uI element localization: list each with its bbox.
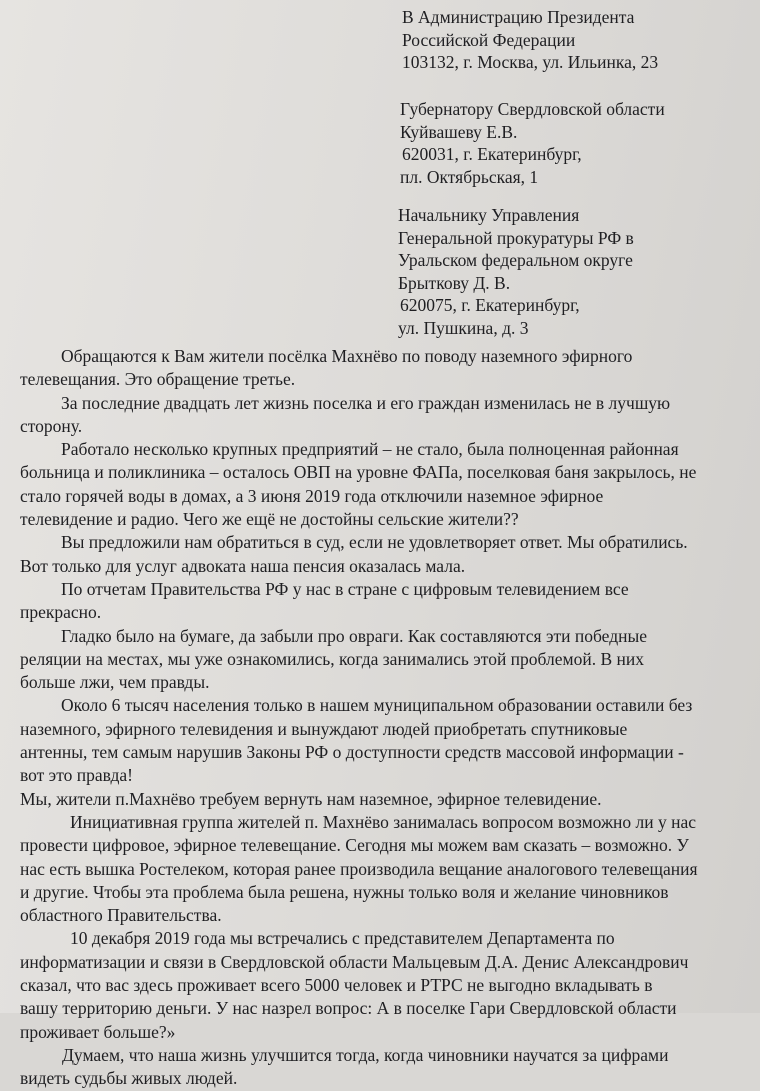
body-line: реляции на местах, мы уже ознакомились, когда занимались этой проблемой. В них xyxy=(20,648,644,669)
body-line: прекрасно. xyxy=(20,602,102,623)
body-line: телевидение и радио. Чего же ещё не достойны сельские жители?? xyxy=(20,509,519,530)
addressee-line: Российской Федерации xyxy=(402,29,576,50)
letter-body xyxy=(20,345,710,1091)
body-line: больше лжи, чем правды. xyxy=(20,672,210,693)
body-line: сторону. xyxy=(20,415,83,436)
addressee-governor xyxy=(400,98,665,188)
body-line: нас есть вышка Ростелеком, которая ранее производила вещание аналогового телевещания xyxy=(20,858,698,879)
body-line: вашу территорию деньги. У нас назрел вопрос: А в поселке Гари Свердловской области xyxy=(20,998,677,1019)
body-line: Вот только для услуг адвоката наша пенсия оказалась мала. xyxy=(20,555,466,576)
body-line: областного Правительства. xyxy=(20,905,222,926)
addressee-line: ул. Пушкина, д. 3 xyxy=(398,317,529,338)
addressee-line: Губернатору Свердловской области xyxy=(400,99,665,119)
addressee-presidential-administration xyxy=(402,6,658,74)
body-line: Вы предложили нам обратиться в суд, если не удовлетворяет ответ. Мы обратились. xyxy=(61,532,688,553)
body-line: проживает больше?» xyxy=(20,1021,176,1042)
body-line: Мы, жители п.Махнёво требуем вернуть нам наземное, эфирное телевидение. xyxy=(20,788,602,809)
body-line: Гладко было на бумаге, да забыли про овраги. Как составляются эти победные xyxy=(61,625,648,646)
body-line: стало горячей воды в домах, а 3 июня 2019 года отключили наземное эфирное xyxy=(20,485,604,506)
body-line: Около 6 тысяч населения только в нашем муниципальном образовании оставили без xyxy=(61,695,693,716)
body-line: провести цифровое, эфирное телевещание. Сегодня мы можем вам сказать – возможно. У xyxy=(20,835,689,856)
addressee-line: 103132, г. Москва, ул. Ильинка, 23 xyxy=(402,52,659,72)
body-line: За последние двадцать лет жизнь поселка и его граждан изменилась не в лучшую xyxy=(61,392,671,413)
addressee-line: 620031, г. Екатеринбург, xyxy=(402,144,582,164)
body-line: и другие. Чтобы эта проблема была решена, нужны только воля и желание чиновников xyxy=(20,881,669,902)
body-line: сказал, что вас здесь проживает всего 5000 человек и РТРС не выгодно вкладывать в xyxy=(20,975,653,996)
addressee-line: 620075, г. Екатеринбург, xyxy=(400,295,580,315)
body-line: 10 декабря 2019 года мы встречались с представителем Департамента по xyxy=(70,928,615,949)
body-line: телевещания. Это обращение третье. xyxy=(20,369,296,390)
addressee-prosecutor-office xyxy=(398,204,634,339)
body-line: Обращаются к Вам жители посёлка Махнёво по поводу наземного эфирного xyxy=(61,346,633,366)
body-line: Инициативная группа жителей п. Махнёво занималась вопросом возможно ли у нас xyxy=(70,811,697,832)
body-line: антенны, тем самым нарушив Законы РФ о доступности средств массовой информации - xyxy=(20,742,684,763)
addressee-line: Брыткову Д. В. xyxy=(398,272,511,293)
body-line: наземного, эфирного телевидения и вынуждают людей приобретать спутниковые xyxy=(20,718,628,739)
addressee-line: В Администрацию Президента xyxy=(402,7,635,27)
body-line: вот это правда! xyxy=(20,765,133,786)
addressee-line: Генеральной прокуратуры РФ в xyxy=(398,227,634,248)
body-line: видеть судьбы живых людей. xyxy=(20,1068,238,1089)
addressee-line: Уральском федеральном округе xyxy=(398,250,633,270)
addressee-line: пл. Октябрьская, 1 xyxy=(400,166,539,187)
body-line: информатизации и связи в Свердловской области Мальцевым Д.А. Денис Александрович xyxy=(20,951,689,972)
body-line: Работало несколько крупных предприятий – не стало, была полноценная районная xyxy=(61,439,679,460)
addressee-line: Начальнику Управления xyxy=(398,205,580,225)
addressee-line: Куйвашеву Е.В. xyxy=(400,121,518,142)
body-line: больница и поликлиника – осталось ОВП на уровне ФАПа, поселковая баня закрылось, не xyxy=(20,462,697,483)
body-line: Думаем, что наша жизнь улучшится тогда, когда чиновники научатся за цифрами xyxy=(62,1044,669,1065)
body-line: По отчетам Правительства РФ у нас в стране с цифровым телевидением все xyxy=(61,578,629,599)
